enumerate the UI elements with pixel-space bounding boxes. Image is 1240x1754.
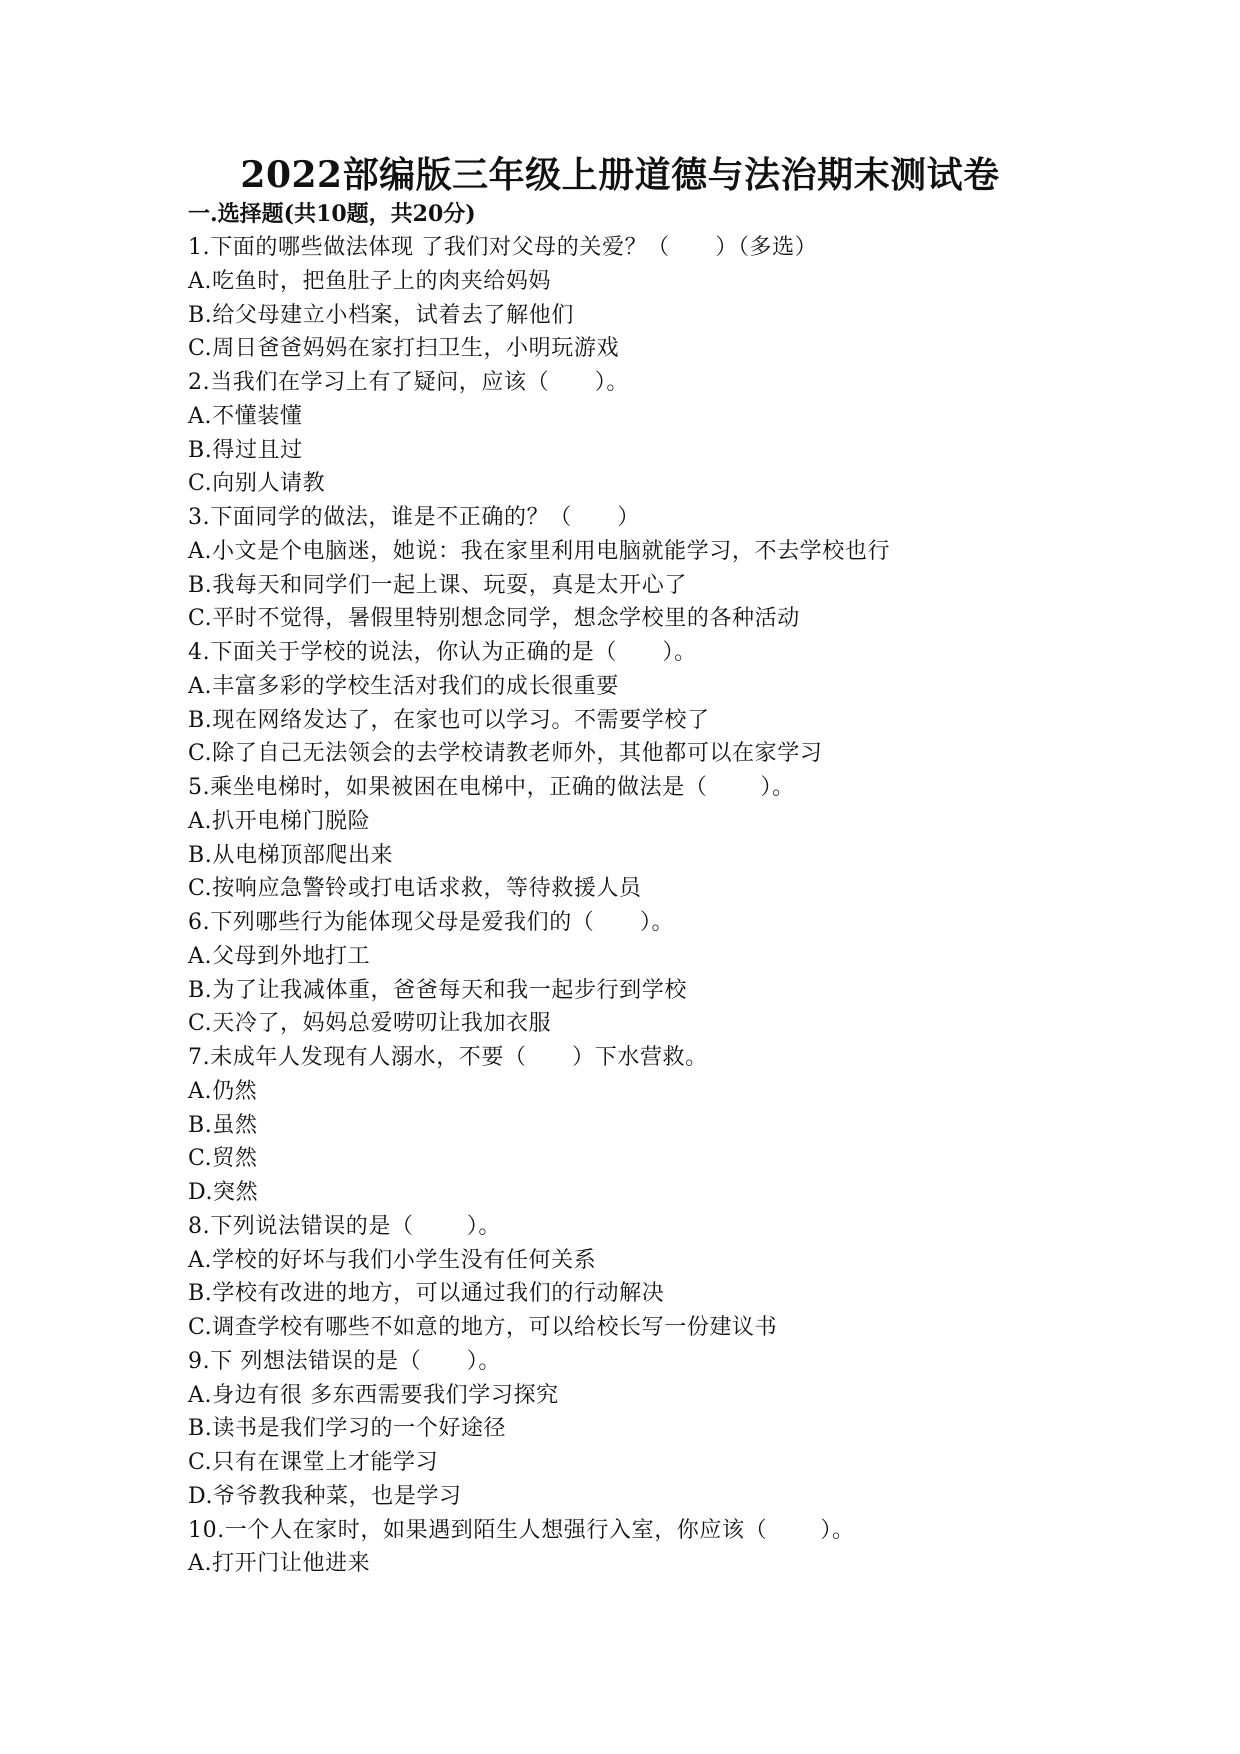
question-9-option-b: B.读书是我们学习的一个好途径 xyxy=(188,1416,507,1442)
question-2-option-a: A.不懂装懂 xyxy=(188,403,303,429)
question-6-option-a: A.父母到外地打工 xyxy=(188,943,371,969)
question-2-option-c: C.向别人请教 xyxy=(188,471,326,497)
question-list xyxy=(188,231,1188,1581)
question-6-option-c: C.天冷了，妈妈总爱唠叨让我加衣服 xyxy=(188,1011,552,1037)
question-1-option-c: C.周日爸爸妈妈在家打扫卫生，小明玩游戏 xyxy=(188,336,620,362)
question-10-option-a: A.打开门让他进来 xyxy=(188,1551,371,1577)
question-3-option-c: C.平时不觉得，暑假里特别想念同学，想念学校里的各种活动 xyxy=(188,606,800,632)
question-1-option-b: B.给父母建立小档案，试着去了解他们 xyxy=(188,302,574,328)
question-2-stem: 2.当我们在学习上有了疑问，应该（ ）。 xyxy=(188,370,629,395)
question-5-stem: 5.乘坐电梯时，如果被困在电梯中，正确的做法是（ ）。 xyxy=(188,775,795,800)
page-title: 2022部编版三年级上册道德与法治期末测试卷 xyxy=(240,154,1000,196)
question-10-stem: 10.一个人在家时，如果遇到陌生人想强行入室，你应该（ ）。 xyxy=(188,1517,855,1543)
question-1-stem: 1.下面的哪些做法体现 了我们对父母的关爱？（ ）（多选） xyxy=(188,235,818,260)
question-8-stem: 8.下列说法错误的是（ ）。 xyxy=(188,1213,501,1239)
question-2-option-b: B.得过且过 xyxy=(188,437,303,463)
question-9-option-a: A.身边有很 多东西需要我们学习探究 xyxy=(188,1382,559,1408)
question-7-stem: 7.未成年人发现有人溺水，不要（ ）下水营救。 xyxy=(188,1045,708,1070)
question-8-option-a: A.学校的好坏与我们小学生没有任何关系 xyxy=(188,1247,597,1273)
question-3-option-a: A.小文是个电脑迷，她说：我在家里利用电脑就能学习，不去学校也行 xyxy=(188,538,891,564)
question-4-option-a: A.丰富多彩的学校生活对我们的成长很重要 xyxy=(188,673,619,699)
question-8-option-c: C.调查学校有哪些不如意的地方，可以给校长写一份建议书 xyxy=(188,1315,778,1340)
question-7-option-b: B.虽然 xyxy=(188,1112,258,1138)
question-4-option-c: C.除了自己无法领会的去学校请教老师外，其他都可以在家学习 xyxy=(188,741,823,767)
question-4-stem: 4.下面关于学校的说法，你认为正确的是（ ）。 xyxy=(188,640,697,665)
question-5-option-b: B.从电梯顶部爬出来 xyxy=(188,842,394,868)
question-7-option-c: C.贸然 xyxy=(188,1146,258,1172)
question-9-option-c: C.只有在课堂上才能学习 xyxy=(188,1450,439,1475)
question-3-stem: 3.下面同学的做法，谁是不正确的？（ ） xyxy=(188,505,640,530)
question-6-option-b: B.为了让我减体重，爸爸每天和我一起步行到学校 xyxy=(188,977,687,1003)
question-5-option-a: A.扒开电梯门脱险 xyxy=(188,808,371,834)
question-8-option-b: B.学校有改进的地方，可以通过我们的行动解决 xyxy=(188,1281,665,1307)
section-heading: 一.选择题(共10题，共20分) xyxy=(188,201,476,227)
question-7-option-a: A.仍然 xyxy=(188,1078,258,1104)
question-7-option-d: D.突然 xyxy=(188,1180,259,1205)
question-4-option-b: B.现在网络发达了，在家也可以学习。不需要学校了 xyxy=(188,707,710,733)
question-6-stem: 6.下列哪些行为能体现父母是爱我们的（ ）。 xyxy=(188,910,675,935)
question-1-option-a: A.吃鱼时，把鱼肚子上的肉夹给妈妈 xyxy=(188,268,552,294)
question-3-option-b: B.我每天和同学们一起上课、玩耍，真是太开心了 xyxy=(188,572,687,598)
question-9-option-d: D.爷爷教我种菜，也是学习 xyxy=(188,1483,462,1509)
question-5-option-c: C.按响应急警铃或打电话求救，等待救援人员 xyxy=(188,876,642,902)
question-9-stem: 9.下 列想法错误的是（ ）。 xyxy=(188,1348,501,1374)
